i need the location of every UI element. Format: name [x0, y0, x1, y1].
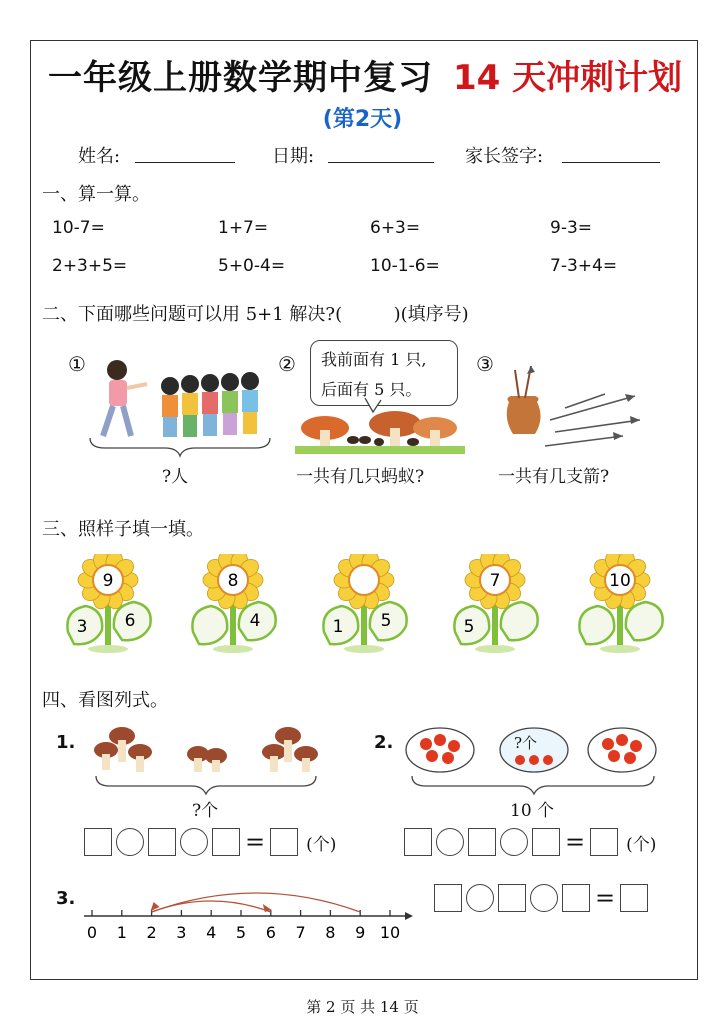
answer-box[interactable] — [468, 828, 496, 856]
section-1-title: 一、算一算。 — [42, 184, 150, 205]
parent-signature-label: 家长签字: — [465, 146, 544, 167]
exercise-expression: 7-3+4= — [550, 256, 618, 276]
exercise-expression: 1+7= — [218, 218, 269, 238]
day-subtitle: (第2天) — [322, 107, 403, 132]
tick-label: 10 — [379, 923, 401, 942]
number-flower — [316, 554, 412, 654]
flower-number[interactable]: 1 — [332, 617, 344, 637]
tick-label: 6 — [265, 923, 276, 942]
flower-number[interactable]: 7 — [489, 571, 501, 591]
flower-number[interactable]: 5 — [380, 611, 392, 631]
number-line — [80, 878, 420, 948]
answer-box[interactable] — [498, 884, 526, 912]
option-2-caption: 一共有几只蚂蚁? — [296, 467, 425, 487]
plate-question-label: ?个 — [514, 734, 538, 752]
question-2-formula — [404, 828, 656, 856]
number-flower — [572, 554, 668, 654]
flower-number[interactable]: 9 — [102, 571, 114, 591]
tick-label: 5 — [235, 923, 247, 942]
unit-label: (个) — [626, 834, 657, 855]
flower-number[interactable]: 3 — [76, 617, 88, 637]
tick-label: 9 — [355, 923, 366, 942]
answer-box[interactable] — [590, 828, 618, 856]
option-marker: ② — [278, 352, 296, 376]
answer-box[interactable] — [212, 828, 240, 856]
answer-box[interactable] — [404, 828, 432, 856]
name-label: 姓名: — [78, 146, 121, 167]
equals-sign: = — [245, 828, 266, 856]
option-marker: ① — [68, 352, 86, 376]
flower-number[interactable]: 4 — [249, 611, 261, 631]
exercise-expression: 9-3= — [550, 218, 593, 238]
operator-circle[interactable] — [116, 828, 144, 856]
answer-box[interactable] — [84, 828, 112, 856]
exercise-expression: 6+3= — [370, 218, 421, 238]
bubble-text: 我前面有 1 只, — [321, 350, 427, 369]
question-3-label: 3. — [56, 888, 76, 909]
equals-sign: = — [565, 828, 586, 856]
number-flower — [447, 554, 543, 654]
children-tug-illustration — [85, 350, 275, 460]
flower-number[interactable]: 8 — [227, 571, 239, 591]
answer-box[interactable] — [620, 884, 648, 912]
tick-label: 0 — [86, 923, 98, 942]
question-2-caption: 10 个 — [510, 801, 555, 821]
mushrooms-illustration — [88, 718, 328, 798]
name-field[interactable] — [135, 162, 235, 163]
equals-sign: = — [595, 884, 616, 912]
answer-box[interactable] — [270, 828, 298, 856]
answer-box[interactable] — [562, 884, 590, 912]
tick-label: 7 — [295, 923, 306, 942]
jump-arc-long — [152, 893, 361, 912]
operator-circle[interactable] — [466, 884, 494, 912]
question-1-formula — [84, 828, 336, 856]
operator-circle[interactable] — [180, 828, 208, 856]
section-2-title: 二、下面哪些问题可以用 5+1 解决?( )(填序号) — [42, 304, 469, 325]
page-title-accent: 14 天冲刺计划 — [453, 58, 683, 98]
tick-label: 8 — [325, 923, 336, 942]
date-field[interactable] — [328, 162, 434, 163]
answer-box[interactable] — [532, 828, 560, 856]
operator-circle[interactable] — [436, 828, 464, 856]
date-label: 日期: — [272, 146, 315, 167]
section-4-title: 四、看图列式。 — [42, 690, 168, 711]
tick-label: 2 — [146, 923, 157, 942]
tick-label: 1 — [116, 923, 127, 942]
flower-number[interactable]: 6 — [124, 611, 136, 631]
option-1-caption: ?人 — [162, 467, 189, 487]
answer-box[interactable] — [434, 884, 462, 912]
unit-label: (个) — [306, 834, 337, 855]
page-footer: 第 2 页 共 14 页 — [306, 998, 419, 1016]
exercise-expression: 10-1-6= — [370, 256, 440, 276]
tick-label: 3 — [176, 923, 187, 942]
page-title: 一年级上册数学期中复习 — [48, 58, 433, 98]
number-flower — [60, 554, 156, 654]
ants-mushrooms-illustration — [295, 398, 465, 456]
tick-label: 4 — [206, 923, 217, 942]
number-flower — [185, 554, 281, 654]
axis-arrow-icon — [405, 912, 413, 920]
answer-box[interactable] — [148, 828, 176, 856]
bubble-text: 后面有 5 只。 — [321, 380, 422, 399]
question-2-label: 2. — [374, 732, 394, 753]
parent-signature-field[interactable] — [562, 162, 660, 163]
exercise-expression: 5+0-4= — [218, 256, 286, 276]
question-3-formula — [434, 884, 648, 912]
flower-number[interactable]: 5 — [463, 617, 475, 637]
question-1-caption: ?个 — [192, 801, 219, 821]
speech-bubble — [310, 340, 458, 406]
option-3-caption: 一共有几支箭? — [498, 467, 610, 487]
arrows-quiver-illustration — [495, 362, 645, 454]
option-marker: ③ — [476, 352, 494, 376]
question-1-label: 1. — [56, 732, 76, 753]
operator-circle[interactable] — [500, 828, 528, 856]
flower-number[interactable]: 10 — [609, 571, 631, 591]
operator-circle[interactable] — [530, 884, 558, 912]
section-3-title: 三、照样子填一填。 — [42, 519, 204, 540]
exercise-expression: 2+3+5= — [52, 256, 128, 276]
exercise-expression: 10-7= — [52, 218, 105, 238]
